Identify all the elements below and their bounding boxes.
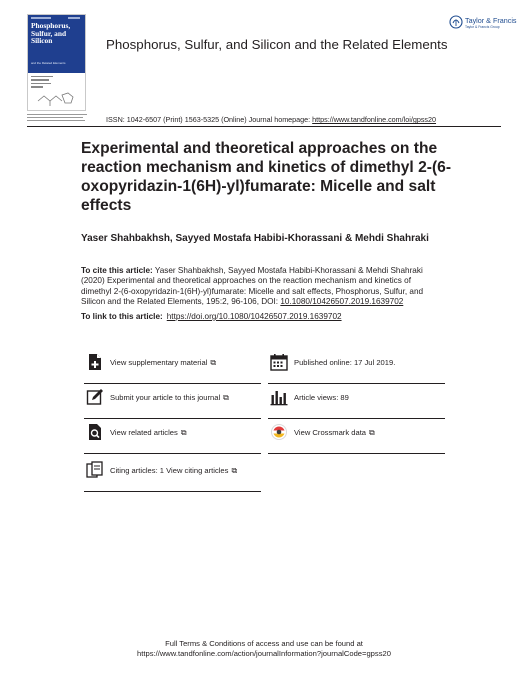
cover-title: Phosphorus, Sulfur, and Silicon	[31, 21, 71, 46]
related-label: View related articles	[110, 428, 178, 437]
citing-documents-icon	[86, 461, 104, 479]
cover-small-print	[27, 114, 87, 123]
views-label: Article views: 89	[294, 393, 349, 402]
citing-label: Citing articles: 1 View citing articles	[110, 466, 229, 475]
article-title: Experimental and theoretical approaches on the reaction mechanism and kinetics of dimethyl 2-(6-oxopyridazin-1(6H)-yl)fumarate: Micelle and salt effects	[81, 140, 452, 214]
footer	[0, 639, 528, 659]
citing-articles-button[interactable]	[84, 457, 261, 492]
journal-homepage-link[interactable]: https://www.tandfonline.com/loi/gpss20	[312, 115, 437, 124]
article-doi-link[interactable]: https://doi.org/10.1080/10426507.2019.1639702	[166, 312, 342, 321]
external-link-icon: ⧉	[223, 393, 229, 402]
cover-small-text	[31, 76, 55, 90]
link-label: To link to this article:	[81, 312, 163, 321]
calendar-icon	[270, 353, 288, 371]
supplementary-label: View supplementary material	[110, 358, 208, 367]
article-views-info	[268, 384, 445, 419]
submit-article-button[interactable]	[84, 384, 261, 419]
header-divider	[27, 126, 501, 127]
external-link-icon: ⧉	[369, 428, 375, 437]
publisher-logo[interactable]	[449, 13, 521, 35]
pencil-edit-icon	[86, 388, 104, 406]
issn-text: ISSN: 1042-6507 (Print) 1563-5325 (Online) Journal homepage:	[106, 115, 313, 124]
publisher-brand: Taylor & Francis	[465, 16, 517, 25]
footer-terms-text: Full Terms & Conditions of access and use can be found at	[165, 639, 363, 648]
publisher-sub: Taylor & Francis Group	[465, 25, 500, 29]
tf-logo-icon	[449, 15, 463, 29]
cite-doi-link[interactable]: 10.1080/10426507.2019.1639702	[280, 296, 404, 306]
view-related-articles-button[interactable]	[84, 419, 261, 454]
external-link-icon: ⧉	[231, 466, 238, 475]
external-link-icon: ⧉	[180, 428, 187, 437]
molecule-drawing-icon	[36, 91, 78, 107]
cite-text: Yaser Shahbakhsh, Sayyed Mostafa Habibi-Khorassani & Mehdi Shahraki (2020) Experimental and theoretical approaches on the reaction mechanism and kinetics of dimethyl 2-(6-oxopyridazin-1(6H)-yl)fumarate: Micelle and salt effects, Phosphorus, Sulfur, and Silicon and the Related Elements, 195:2, 96-106, DOI:	[81, 266, 424, 306]
journal-name: Phosphorus, Sulfur, and Silicon and the Related Elements	[106, 37, 448, 52]
view-crossmark-button[interactable]	[268, 419, 445, 454]
external-link-icon: ⧉	[210, 358, 217, 367]
submit-label: Submit your article to this journal	[110, 393, 221, 402]
issn-line	[106, 115, 436, 124]
view-supplementary-button[interactable]	[84, 349, 261, 384]
citation-block	[81, 266, 441, 307]
cover-subtitle: and the Related Elements	[31, 61, 66, 65]
crossmark-label: View Crossmark data	[294, 428, 367, 437]
journal-cover	[27, 14, 86, 111]
article-authors: Yaser Shahbakhsh, Sayyed Mostafa Habibi-Khorassani & Mehdi Shahraki	[81, 233, 429, 244]
cite-label: To cite this article:	[81, 266, 153, 275]
published-online-info	[268, 349, 445, 384]
document-search-icon	[86, 423, 104, 441]
document-plus-icon	[86, 353, 104, 371]
published-label: Published online: 17 Jul 2019.	[294, 358, 396, 367]
crossmark-icon	[270, 423, 288, 441]
link-line	[81, 312, 342, 321]
footer-terms-link[interactable]: https://www.tandfonline.com/action/journalInformation?journalCode=gpss20	[137, 649, 391, 659]
cover-banner	[28, 15, 85, 73]
bar-chart-icon	[270, 388, 288, 406]
